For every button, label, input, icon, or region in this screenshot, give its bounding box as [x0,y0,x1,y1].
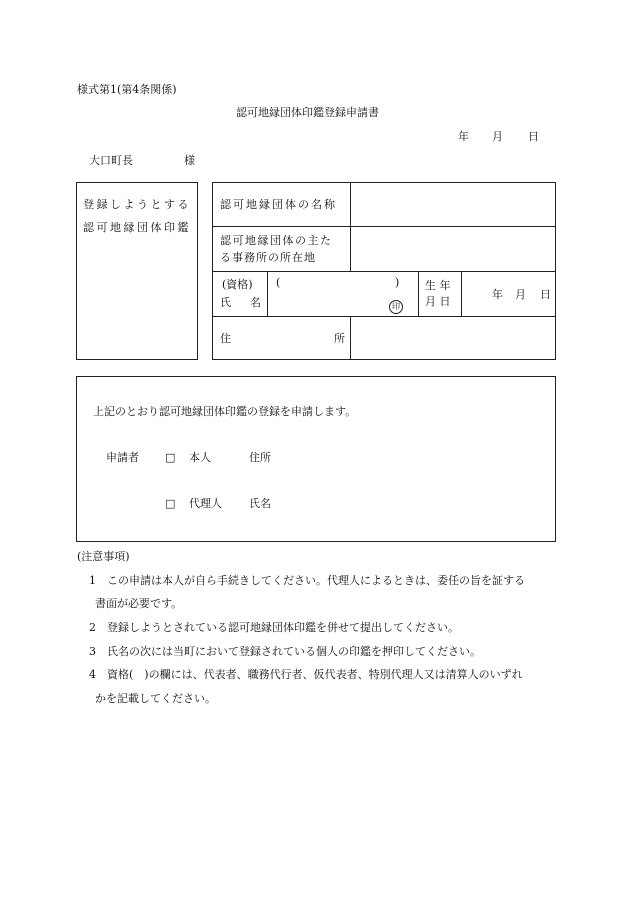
qualification-paren-open: ( [276,276,281,289]
birthdate-year-label: 年 [492,288,503,301]
note-number: 1 [89,574,96,587]
note-text: 資格( )の欄には、代表者、職務代行者、仮代表者、特別代理人又は清算人のいずれ [107,668,523,681]
agent-label: 代理人 [189,497,222,510]
self-label: 本人 [189,451,211,464]
note-text: この申請は本人が自ら手続きしてください。代理人によるときは、委任の旨を証する [107,574,525,587]
name-label-char2: 名 [250,296,261,309]
address-label-char1: 住 [220,332,231,345]
applicant-address-field[interactable] [351,317,555,359]
note-text: 登録しようとされている認可地縁団体印鑑を併せて提出してください。 [107,621,459,634]
applicant-address-label: 住所 [249,451,271,464]
agent-checkbox[interactable]: □ [165,497,176,510]
application-statement: 上記のとおり認可地縁団体印鑑の登録を申請します。 [93,405,357,418]
date-day-label: 日 [528,130,539,143]
org-name-label: 認可地縁団体の名称 [220,198,337,211]
birthdate-label-line2: 月 日 [425,295,451,308]
birthdate-month-label: 月 [515,288,526,301]
qualification-paren-close: ) [395,276,400,289]
table-divider [267,271,268,316]
application-box [76,376,556,542]
addressee-honorific: 様 [184,154,195,167]
seal-mark-icon: 印 [389,300,403,314]
qualification-label: (資格) [222,278,253,291]
table-divider [418,271,419,316]
table-divider [212,271,556,272]
office-label-line1: 認可地縁団体の主た [220,234,333,247]
applicant-label: 申請者 [106,451,139,464]
birthdate-day-label: 日 [540,288,551,301]
note-text-continued: 書面が必要です。 [95,597,183,610]
qualification-field[interactable] [282,276,392,290]
office-address-field[interactable] [351,227,555,271]
note-number: 4 [89,668,96,681]
seal-box-label-line2: 認可地縁団体印鑑 [83,221,191,234]
addressee: 大口町長 [89,154,133,167]
applicant-name-label: 氏名 [249,497,271,510]
note-text-continued: かを記載してください。 [95,692,216,705]
seal-box-label-line1: 登録しようとする [83,198,191,211]
org-name-field[interactable] [351,183,555,226]
form-title: 認可地縁団体印鑑登録申請書 [236,106,379,119]
date-month-label: 月 [492,130,503,143]
birthdate-label-line1: 生 年 [425,279,451,292]
note-text: 氏名の次には当町において登録されている個人の印鑑を押印してください。 [107,645,481,658]
note-number: 2 [89,621,96,634]
office-label-line2: る事務所の所在地 [220,251,316,264]
date-year-label: 年 [458,130,469,143]
address-label-char2: 所 [334,332,345,345]
note-number: 3 [89,645,96,658]
applicant-name-field[interactable] [270,295,380,313]
form-number: 様式第1(第4条関係) [77,83,177,96]
self-checkbox[interactable]: □ [165,451,176,464]
name-label-char1: 氏 [220,296,231,309]
table-divider [461,271,462,316]
notes-title: (注意事項) [77,550,130,563]
